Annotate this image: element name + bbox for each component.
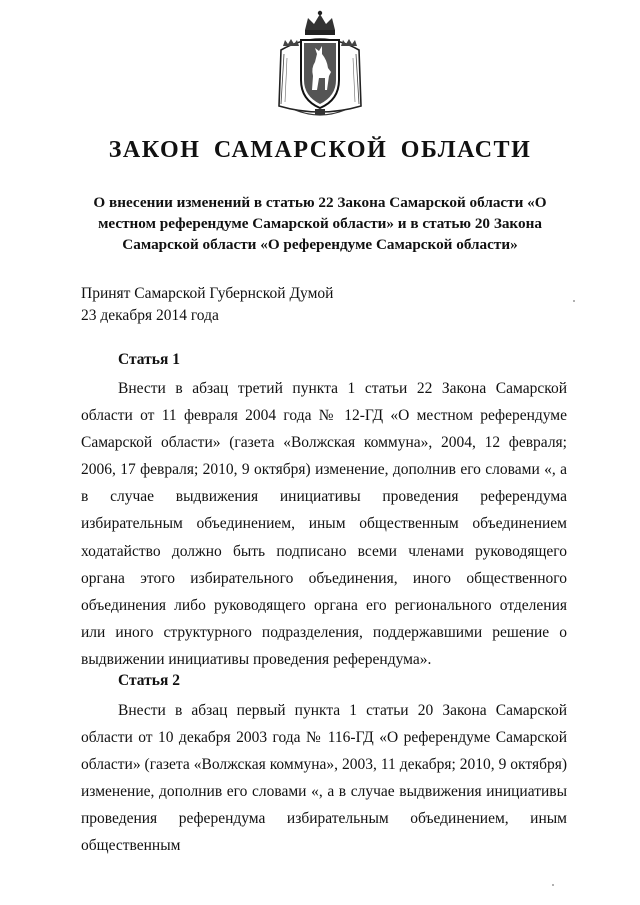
article-2-text: Внести в абзац первый пункта 1 статьи 20 Закона Самарской области от 10 декабря 2003 года № 116-ГД «О референдуме Самарской области» (газета «Волжская коммуна», 2003, 11 декабря; 2010, 9 октября) изменение, дополнив его словами «, а в случае выдвижения инициативы проведения референдума избирательным объединением, иным общественным — [81, 702, 567, 855]
article-1-text: Внести в абзац третий пункта 1 статьи 22 Закона Самарской области от 11 февраля 2004 года № 12-ГД «О местном референдуме Самарской области» (газета «Волжская коммуна», 2004, 12 февраля; 2006, 17 февраля; 2010, 9 октября) изменение, дополнив его словами «, а в случае выдвижения инициативы проведения референдума избирательным объединением, иным общественным объединением ходатайство должно быть подписано всеми членами руководящего органа этого избирательного объединения, иного общественного объединения либо руководящего органа его регионального отделения или иного структурного подразделения, поддержавшими решение о выдвижении инициативы проведения референдума». — [81, 380, 567, 668]
adopted-by: Принят Самарской Губернской Думой — [81, 285, 334, 302]
coat-of-arms-icon — [275, 10, 365, 120]
article-2-heading: Статья 2 — [118, 672, 180, 689]
scan-speck — [552, 884, 554, 886]
adopted-date: 23 декабря 2014 года — [81, 307, 219, 324]
article-1-heading: Статья 1 — [118, 351, 180, 368]
law-subtitle: О внесении изменений в статью 22 Закона Самарской области «О местном референдуме Самарской области» и в статью 20 Закона Самарской области «О референдуме Самарской области» — [93, 194, 547, 253]
adoption-info — [81, 283, 333, 327]
law-title: ЗАКОН САМАРСКОЙ ОБЛАСТИ — [108, 137, 532, 163]
scan-speck — [573, 300, 575, 302]
